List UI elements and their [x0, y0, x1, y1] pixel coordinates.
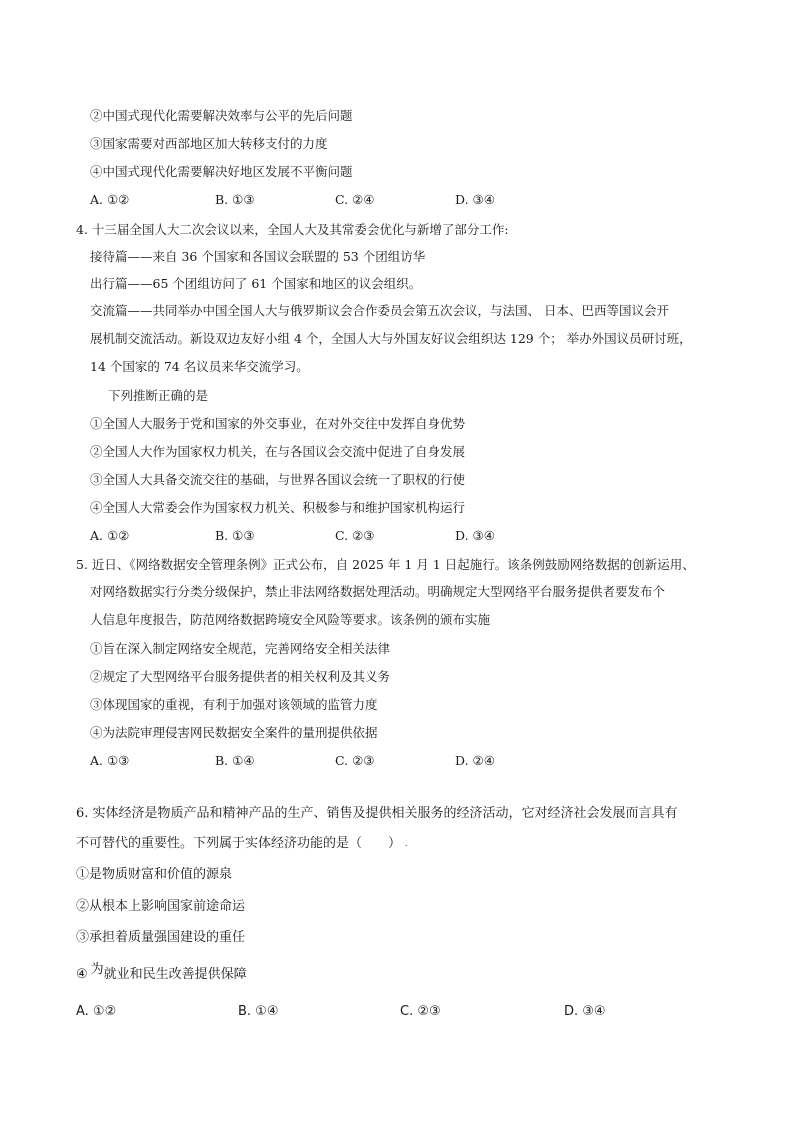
q4-stem: 4. 十三届全国人大二次会议以来，全国人大及其常委会优化与新增了部分工作: [76, 222, 509, 237]
q5-line-2: 对网络数据实行分类分级保护，禁止非法网络数据处理活动。明确规定大型网络平台服务提供者要发布个 [90, 584, 666, 599]
q4-prompt: 下列推断正确的是 [108, 388, 209, 403]
q4-item-3: ③全国人大具备交流交往的基础，与世界各国议会统一了职权的行使 [90, 472, 466, 487]
q4-item-2: ②全国人大作为国家权力机关，在与各国议会交流中促进了自身发展 [90, 444, 466, 459]
q3-item-3: ③国家需要对西部地区加大转移支付的力度 [90, 136, 328, 151]
q4-item-1: ①全国人大服务于党和国家的外交事业，在对外交往中发挥自身优势 [90, 416, 466, 431]
q4-item-4: ④全国人大常委会作为国家权力机关、积极参与和维护国家机构运行 [90, 500, 466, 515]
q4-line-2: 出行篇——65 个团组访问了 61 个国家和地区的议会组织。 [90, 276, 422, 291]
q5-item-4: ④为法院审理侵害网民数据安全案件的量刑提供依据 [90, 725, 378, 740]
q6-item-4-lifted-char: 为 [90, 962, 104, 977]
q6-item-4-prefix: ④ [76, 967, 88, 982]
q4-line-4: 展机制交流活动。新设双边友好小组 4 个，全国人大与外国友好议会组织达 129 个； 举办外国议员研讨班， [90, 331, 692, 346]
q4-line-3: 交流篇——共同举办中国全国人大与俄罗斯议会合作委员会第五次会议，与法国、 日本、巴西等国议会开 [90, 303, 669, 318]
q5-item-2: ②规定了大型网络平台服务提供者的相关权利及其义务 [90, 669, 391, 684]
q6-line-1: 6. 实体经济是物质产品和精神产品的生产、销售及提供相关服务的经济活动，它对经济社会发展而言具有 [76, 806, 678, 821]
q4-option-d: D. ③④ [455, 528, 495, 543]
q6-item-1: ①是物质财富和价值的源泉 [76, 867, 233, 882]
q5-option-c: C. ②③ [335, 753, 375, 768]
q6-line-2 [76, 836, 408, 852]
q6-option-a: A. ①② [76, 1004, 117, 1019]
q6-item-4 [76, 962, 247, 983]
q5-option-a: A. ①③ [90, 753, 130, 768]
q6-item-3: ③承担着质量强国建设的重任 [76, 930, 246, 945]
q6-line-2-text: 不可替代的重要性。下列属于实体经济功能的是（ ） [76, 836, 402, 851]
q3-item-2: ②中国式现代化需要解决效率与公平的先后问题 [90, 108, 353, 123]
q4-line-5: 14 个国家的 74 名议员来华交流学习。 [90, 359, 309, 374]
q5-line-3: 人信息年度报告，防范网络数据跨境安全风险等要求。该条例的颁布实施 [90, 612, 491, 627]
q5-item-1: ①旨在深入制定网络安全规范，完善网络安全相关法律 [90, 641, 391, 656]
q4-option-b: B. ①③ [215, 528, 255, 543]
q6-option-d: D. ③④ [564, 1004, 606, 1019]
q3-item-4: ④中国式现代化需要解决好地区发展不平衡问题 [90, 164, 353, 179]
q4-option-c: C. ②③ [335, 528, 375, 543]
q6-item-2: ②从根本上影响国家前途命运 [76, 899, 246, 914]
q6-mark: . [405, 839, 408, 848]
q3-option-b: B. ①③ [215, 192, 255, 207]
q5-item-3: ③体现国家的重视，有利于加强对该领域的监管力度 [90, 697, 378, 712]
q5-option-d: D. ②④ [455, 753, 495, 768]
q5-line-1: 5. 近日、《网络数据安全管理条例》正式公布，自 2025 年 1 月 1 日起施行。该条例鼓励网络数据的创新运用、 [76, 557, 695, 572]
q6-item-4-rest: 就业和民生改善提供保障 [103, 967, 247, 982]
q3-option-c: C. ②④ [335, 192, 375, 207]
q6-option-c: C. ②③ [400, 1004, 441, 1019]
q3-option-d: D. ③④ [455, 192, 495, 207]
q4-option-a: A. ①② [90, 528, 130, 543]
q4-line-1: 接待篇——来自 36 个国家和各国议会联盟的 53 个团组访华 [90, 249, 426, 264]
q3-option-a: A. ①② [90, 192, 130, 207]
q6-option-b: B. ①④ [238, 1004, 279, 1019]
q5-option-b: B. ①④ [215, 753, 255, 768]
